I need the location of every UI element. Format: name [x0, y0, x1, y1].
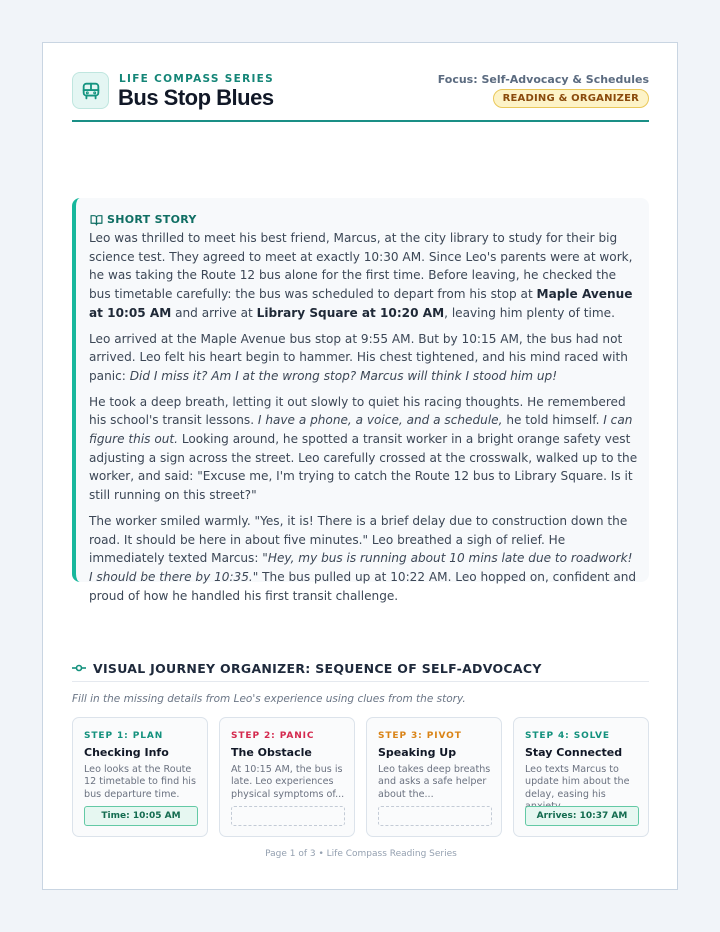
story-paragraph-2 — [89, 330, 639, 386]
book-icon — [90, 214, 103, 226]
page-footer: Page 1 of 3 • Life Compass Reading Series — [265, 849, 457, 859]
story-emphasis: Maple Avenue at 10:05 AM — [89, 287, 633, 320]
story-paragraph-4 — [89, 512, 639, 606]
story-body — [89, 229, 639, 612]
step-description: At 10:15 AM, the bus is late. Leo experiences physical symptoms of... — [231, 764, 345, 800]
story-label — [90, 213, 197, 226]
step-card-panic — [219, 717, 355, 837]
answer-field[interactable] — [231, 806, 345, 826]
story-italic: I can figure this out. — [89, 413, 633, 447]
story-text: Leo arrived at the Maple Avenue bus stop at 9:55 AM. But by 10:15 AM, the bus had not arrived. Leo felt his heart begin to hammer. His chest tightened, and his mind raced with panic: — [89, 331, 628, 383]
focus-label: Focus: Self-Advocacy & Schedules — [437, 73, 649, 86]
answer-field[interactable]: Arrives: 10:37 AM — [525, 806, 639, 826]
step-title: Speaking Up — [378, 746, 457, 759]
story-italic: Did I miss it? Am I at the wrong stop? Marcus will think I stood him up! — [129, 368, 558, 383]
step-description: Leo looks at the Route 12 timetable to find his bus departure time. — [84, 764, 196, 800]
timeline-icon — [72, 664, 86, 672]
story-italic: "Hey, my bus is running about 10 mins late due to roadwork! I should be there by 10:35." — [89, 551, 633, 584]
bus-icon — [72, 72, 109, 109]
organizer-heading — [72, 660, 649, 682]
story-text: The worker smiled warmly. "Yes, it is! There is a brief delay due to construction down the road. It should be here in about five minutes." Leo breathed a sigh of relief. He immediately texted Marcus: — [89, 513, 628, 566]
step-card-pivot — [366, 717, 502, 837]
step-description: Leo takes deep breaths and asks a safe helper about the... — [378, 764, 491, 800]
story-text: Leo was thrilled to meet his best friend, Marcus, at the city library to study for their big science test. They agreed to meet at exactly 10:30 AM. Since Leo's parents were at work, he was taking the Route 12 bus alone for the first time. Before leaving, he checked the bus timetable carefully: the bus was scheduled to depart from his stop at — [89, 231, 633, 302]
header — [72, 72, 649, 122]
story-emphasis: Library Square at 10:20 AM — [256, 305, 445, 320]
organizer-instructions: Fill in the missing details from Leo's experience using clues from the story. — [72, 693, 466, 705]
story-card — [72, 198, 649, 603]
answer-field[interactable] — [378, 806, 492, 826]
step-title: The Obstacle — [231, 746, 312, 759]
step-card-solve — [513, 717, 649, 837]
story-text: Looking around, he spotted a transit worker in a bright orange safety vest adjusting a sign across the street. Leo carefully crossed at the crosswalk, walked up to the worker, and said: "Excuse me, I'm trying to catch the Route 12 bus to Library Square. Is it still running on this street?" — [89, 432, 638, 503]
step-label: STEP 1: PLAN — [84, 731, 164, 741]
organizer-title: VISUAL JOURNEY ORGANIZER: SEQUENCE OF SELF-ADVOCACY — [93, 661, 542, 676]
worksheet-page — [42, 42, 678, 890]
story-paragraph-3 — [89, 393, 639, 505]
type-badge: READING & ORGANIZER — [493, 89, 649, 108]
story-text: He took a deep breath, letting it out slowly to quiet his racing thoughts. He remembered his school's transit lessons. — [89, 394, 626, 428]
step-card-plan — [72, 717, 208, 837]
step-title: Checking Info — [84, 746, 169, 759]
story-paragraph-1 — [89, 229, 639, 323]
story-text: The bus pulled up at 10:22 AM. Leo hopped on, confident and proud of how he handled his first transit challenge. — [89, 569, 637, 603]
step-label: STEP 3: PIVOT — [378, 731, 462, 741]
series-label: LIFE COMPASS SERIES — [119, 73, 275, 85]
story-italic: I have a phone, a voice, and a schedule, — [257, 413, 503, 428]
story-label-text: SHORT STORY — [107, 213, 197, 226]
story-text: , leaving him plenty of time. — [444, 305, 615, 320]
story-text: he told himself. — [502, 413, 604, 428]
step-label: STEP 2: PANIC — [231, 731, 315, 741]
step-title: Stay Connected — [525, 746, 623, 759]
page-title: Bus Stop Blues — [118, 85, 274, 110]
step-description: Leo texts Marcus to update him about the delay, easing his — [525, 764, 630, 800]
step-label: STEP 4: SOLVE — [525, 731, 610, 741]
organizer-cards — [72, 717, 649, 837]
answer-field[interactable]: Time: 10:05 AM — [84, 806, 198, 826]
story-text: and arrive at — [171, 305, 257, 320]
